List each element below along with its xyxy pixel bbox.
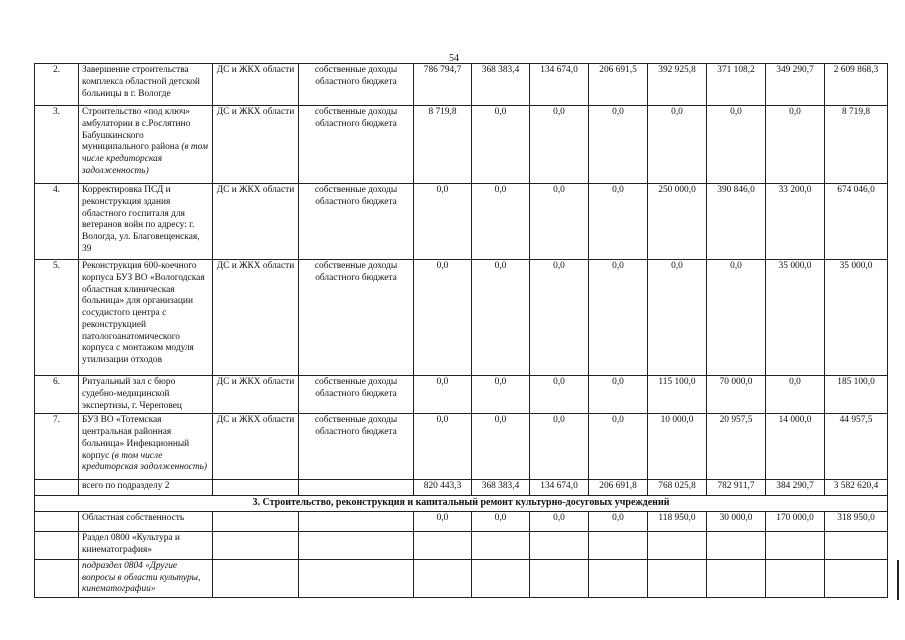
empty-cell: [472, 559, 530, 597]
subtotal-value-cell: 206 691,8: [589, 480, 648, 496]
value-cell: 2 609 868,3: [825, 64, 888, 106]
empty-cell: [299, 480, 414, 496]
subtotal-value-cell: 768 025,8: [648, 480, 707, 496]
value-cell: 0,0: [766, 106, 825, 184]
empty-cell: [530, 531, 589, 559]
table-row: [35, 414, 888, 480]
empty-cell: [414, 559, 472, 597]
section-header-row: [35, 496, 888, 512]
empty-cell: [35, 511, 79, 531]
object-name-cell: [79, 184, 213, 260]
empty-cell: [213, 511, 299, 531]
empty-cell: [299, 511, 414, 531]
value-cell: 70 000,0: [707, 376, 766, 414]
empty-cell: [825, 559, 888, 597]
value-cell: 349 290,7: [766, 64, 825, 106]
table-body: [35, 64, 888, 598]
funding-source-cell: собственные доходы областного бюджета: [299, 64, 414, 106]
object-name-cell: [79, 260, 213, 376]
customer-cell: ДС и ЖКХ области: [213, 106, 299, 184]
empty-cell: [213, 531, 299, 559]
empty-cell: [825, 531, 888, 559]
section-title: 3. Строительство, реконструкция и капитальный ремонт культурно-досуговых учреждений: [35, 496, 888, 512]
row-number: 4.: [35, 184, 79, 260]
empty-cell: [707, 531, 766, 559]
customer-cell: ДС и ЖКХ области: [213, 414, 299, 480]
value-cell: 0,0: [414, 376, 472, 414]
object-name-cell: [79, 64, 213, 106]
value-cell: 0,0: [472, 184, 530, 260]
empty-cell: [213, 559, 299, 597]
row-number: 3.: [35, 106, 79, 184]
value-cell: 0,0: [472, 260, 530, 376]
value-cell: 115 100,0: [648, 376, 707, 414]
regional-value-cell: 318 950,0: [825, 511, 888, 531]
empty-cell: [589, 559, 648, 597]
table-row: [35, 64, 888, 106]
value-cell: 0,0: [589, 260, 648, 376]
subtotal-num-cell: [35, 480, 79, 496]
subtotal-value-cell: 782 911,7: [707, 480, 766, 496]
value-cell: 185 100,0: [825, 376, 888, 414]
table-row: [35, 260, 888, 376]
empty-cell: [648, 559, 707, 597]
value-cell: 44 957,5: [825, 414, 888, 480]
empty-cell: [766, 531, 825, 559]
subtotal-row: [35, 480, 888, 496]
value-cell: 0,0: [530, 376, 589, 414]
row-number: 6.: [35, 376, 79, 414]
value-cell: 206 691,5: [589, 64, 648, 106]
object-name: Корректировка ПСД и реконструкция здания областного госпиталя для ветеранов войн по адресу: г. Вологда, ул. Благовещенская, 39: [82, 185, 200, 254]
empty-cell: [35, 531, 79, 559]
value-cell: 0,0: [589, 106, 648, 184]
customer-cell: ДС и ЖКХ области: [213, 260, 299, 376]
customer-cell: ДС и ЖКХ области: [213, 64, 299, 106]
value-cell: 0,0: [589, 184, 648, 260]
object-name: Завершение строительства комплекса областной детской больницы в г. Вологде: [82, 65, 200, 99]
object-name-cell: [79, 376, 213, 414]
value-cell: 0,0: [707, 106, 766, 184]
object-name: БУЗ ВО «Тотемская центральная районная больница» Инфекционный корпус: [82, 415, 190, 461]
row-number: 7.: [35, 414, 79, 480]
value-cell: 10 000,0: [648, 414, 707, 480]
customer-cell: ДС и ЖКХ области: [213, 184, 299, 260]
page-number: 54: [449, 53, 459, 64]
value-cell: 0,0: [530, 184, 589, 260]
funding-source-cell: собственные доходы областного бюджета: [299, 106, 414, 184]
customer-cell: ДС и ЖКХ области: [213, 376, 299, 414]
value-cell: 35 000,0: [825, 260, 888, 376]
subtotal-value-cell: 384 290,7: [766, 480, 825, 496]
value-cell: 674 046,0: [825, 184, 888, 260]
value-cell: 0,0: [472, 414, 530, 480]
value-cell: 392 925,8: [648, 64, 707, 106]
table-row: [35, 184, 888, 260]
value-cell: 250 000,0: [648, 184, 707, 260]
value-cell: 0,0: [472, 106, 530, 184]
empty-cell: [299, 559, 414, 597]
object-note: (в том числе кредиторская задолженность): [82, 142, 208, 176]
value-cell: 20 957,5: [707, 414, 766, 480]
funding-source-cell: собственные доходы областного бюджета: [299, 414, 414, 480]
value-cell: 14 000,0: [766, 414, 825, 480]
empty-cell: [472, 531, 530, 559]
empty-cell: [648, 531, 707, 559]
funding-source-cell: собственные доходы областного бюджета: [299, 184, 414, 260]
row-number: 2.: [35, 64, 79, 106]
table-row: [35, 376, 888, 414]
razdel-row: [35, 531, 888, 559]
value-cell: 0,0: [530, 106, 589, 184]
empty-cell: [414, 531, 472, 559]
value-cell: 8 719,8: [825, 106, 888, 184]
object-name: Ритуальный зал с бюро судебно-медицинской экспертизы, г. Череповец: [82, 377, 182, 411]
value-cell: 0,0: [530, 260, 589, 376]
value-cell: 0,0: [472, 376, 530, 414]
object-name-cell: [79, 414, 213, 480]
empty-cell: [589, 531, 648, 559]
regional-value-cell: 0,0: [414, 511, 472, 531]
value-cell: 371 108,2: [707, 64, 766, 106]
page-edge-mark: [897, 560, 905, 600]
value-cell: 35 000,0: [766, 260, 825, 376]
value-cell: 786 794,7: [414, 64, 472, 106]
row-number: 5.: [35, 260, 79, 376]
regional-value-cell: 0,0: [589, 511, 648, 531]
object-name-cell: [79, 106, 213, 184]
empty-cell: [299, 531, 414, 559]
empty-cell: [766, 559, 825, 597]
value-cell: 0,0: [589, 376, 648, 414]
value-cell: 390 846,0: [707, 184, 766, 260]
value-cell: 0,0: [766, 376, 825, 414]
regional-value-cell: 0,0: [472, 511, 530, 531]
budget-table: [34, 63, 888, 598]
value-cell: 0,0: [648, 260, 707, 376]
subtotal-label: всего по подразделу 2: [79, 480, 213, 496]
value-cell: 0,0: [648, 106, 707, 184]
value-cell: 368 383,4: [472, 64, 530, 106]
object-name: Реконструкция 600-коечного корпуса БУЗ ВО «Вологодская областная клиническая больница» для организации сосудистого центра с реконструкцией патологоанатомического корпуса с монтажом модуля утилизации отходов: [82, 261, 205, 365]
object-name: Строительство «под ключ» амбулатории в с.Рослятино Бабушкинского муниципального района: [82, 107, 191, 153]
table-row: [35, 106, 888, 184]
value-cell: 0,0: [414, 184, 472, 260]
value-cell: 0,0: [530, 414, 589, 480]
funding-source-cell: собственные доходы областного бюджета: [299, 260, 414, 376]
value-cell: 8 719,8: [414, 106, 472, 184]
value-cell: 0,0: [707, 260, 766, 376]
subtotal-value-cell: 134 674,0: [530, 480, 589, 496]
value-cell: 0,0: [414, 414, 472, 480]
razdel-label: Раздел 0800 «Культура и кинематография»: [79, 531, 213, 559]
regional-value-cell: 0,0: [530, 511, 589, 531]
empty-cell: [707, 559, 766, 597]
value-cell: 0,0: [414, 260, 472, 376]
object-note: (в том числе кредиторская задолженность): [82, 450, 207, 473]
value-cell: 0,0: [589, 414, 648, 480]
regional-value-cell: 170 000,0: [766, 511, 825, 531]
subtotal-value-cell: 368 383,4: [472, 480, 530, 496]
value-cell: 134 674,0: [530, 64, 589, 106]
subtotal-value-cell: 820 443,3: [414, 480, 472, 496]
regional-value-cell: 30 000,0: [707, 511, 766, 531]
empty-cell: [35, 559, 79, 597]
empty-cell: [213, 480, 299, 496]
regional-value-cell: 118 950,0: [648, 511, 707, 531]
regional-property-row: [35, 511, 888, 531]
funding-source-cell: собственные доходы областного бюджета: [299, 376, 414, 414]
value-cell: 33 200,0: [766, 184, 825, 260]
podrazdel-label: подраздел 0804 «Другие вопросы в области культуры, кинематографии»: [79, 559, 213, 597]
subtotal-value-cell: 3 582 620,4: [825, 480, 888, 496]
regional-property-label: Областная собственность: [79, 511, 213, 531]
empty-cell: [530, 559, 589, 597]
podrazdel-row: [35, 559, 888, 597]
